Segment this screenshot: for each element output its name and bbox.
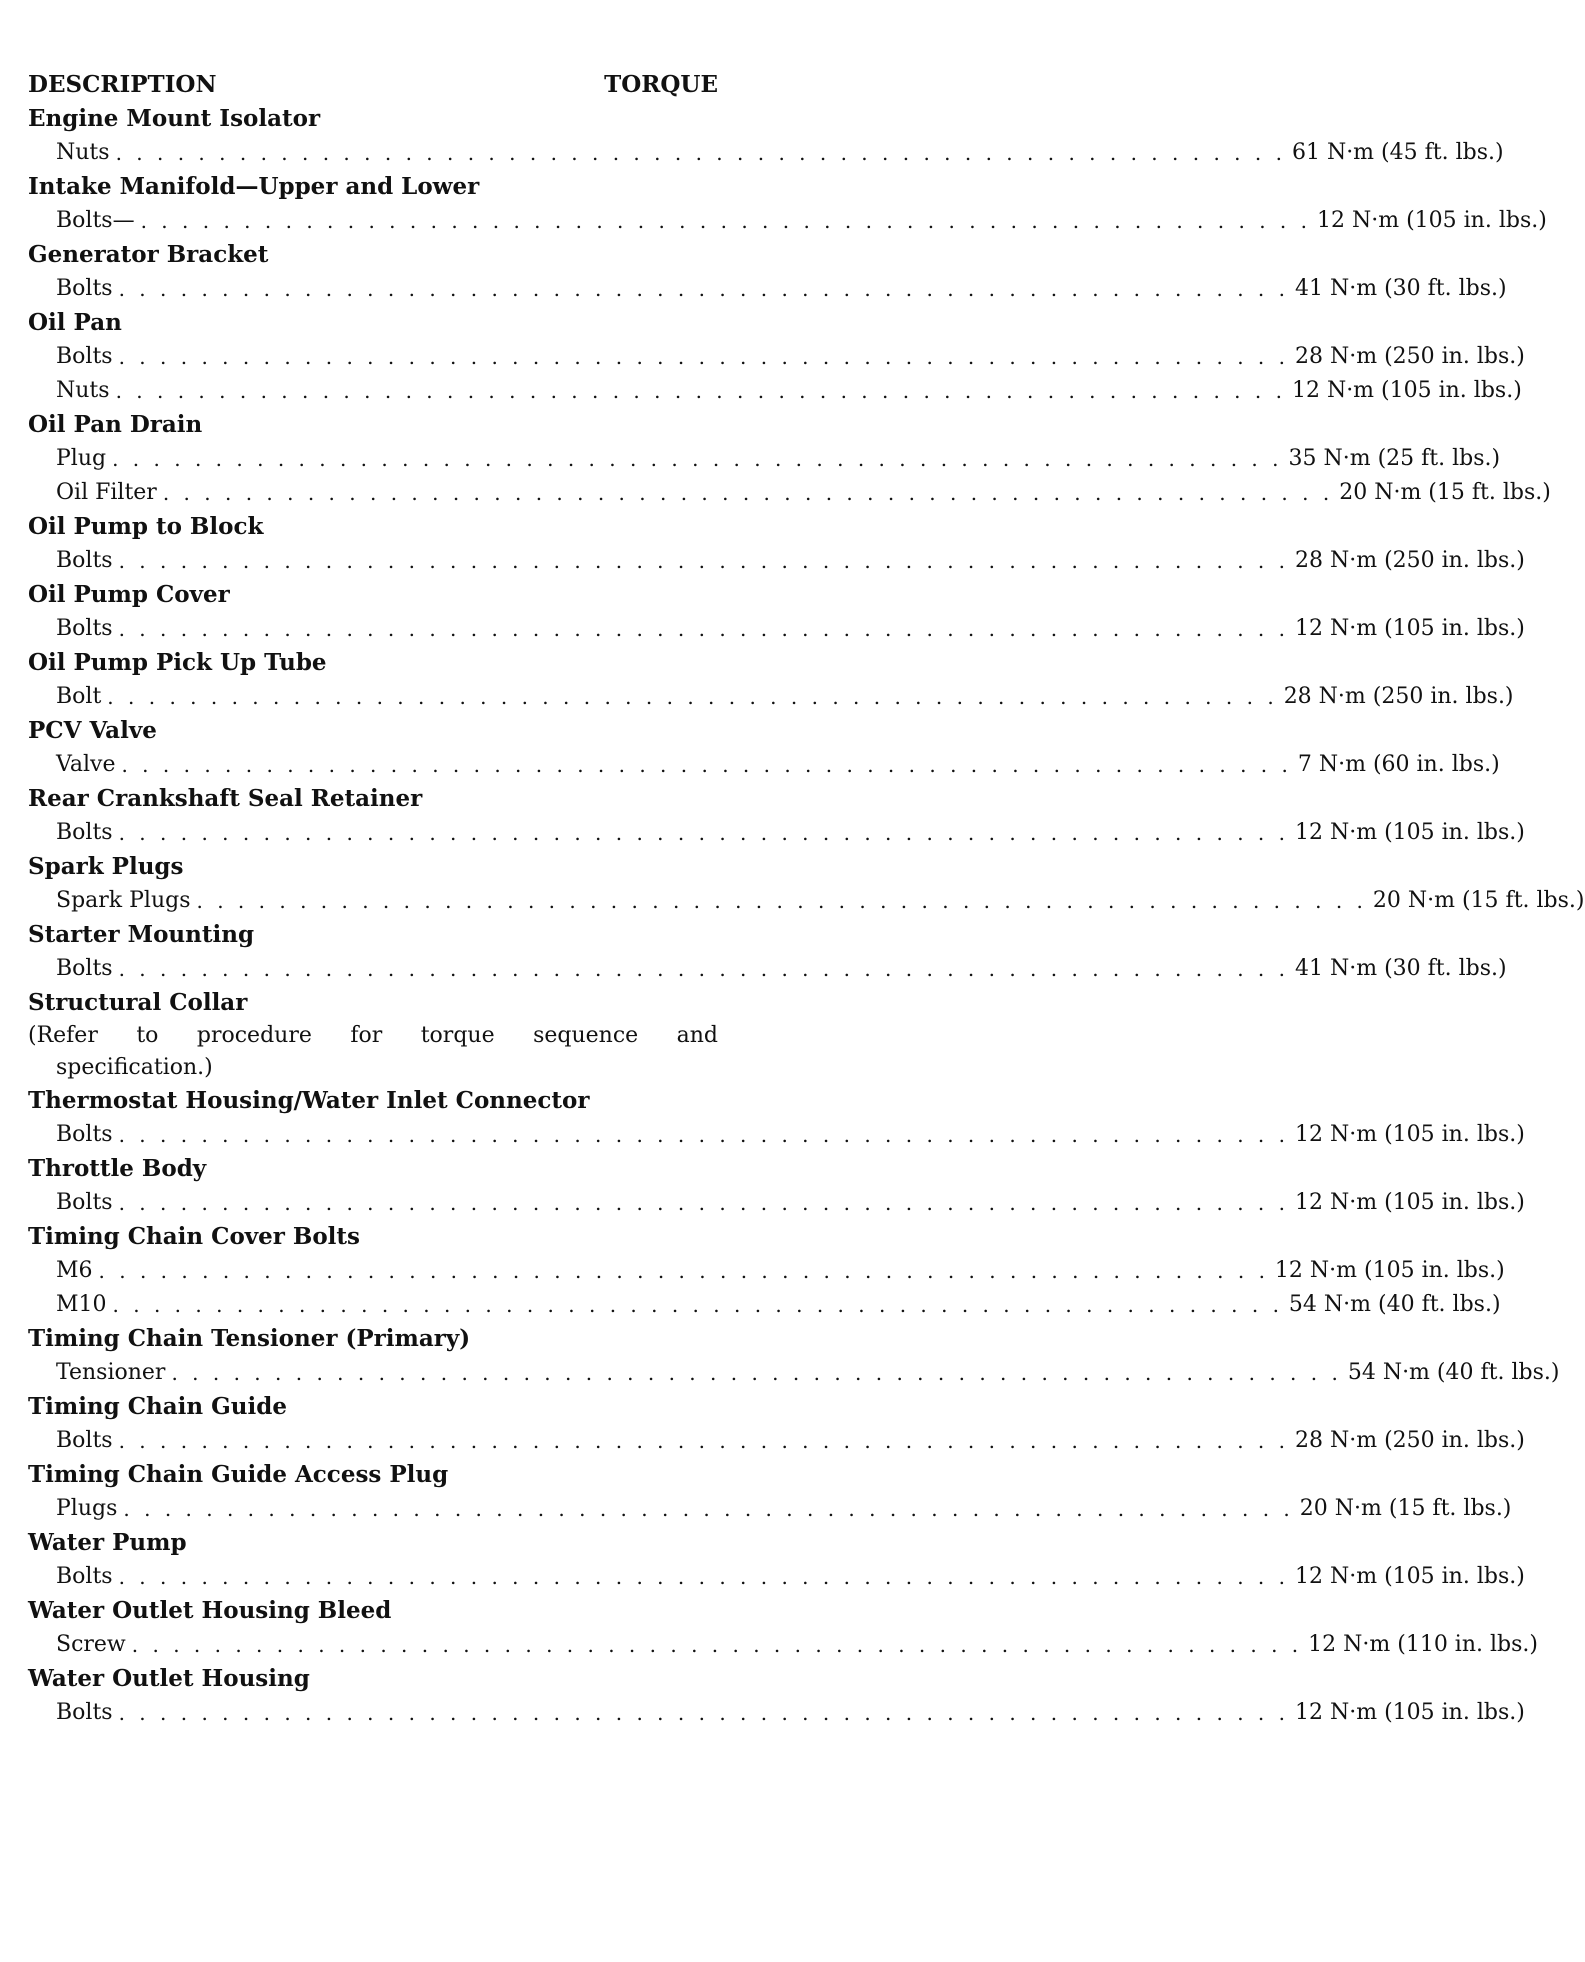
fastener-label: Bolts — [56, 276, 113, 301]
torque-value: 12 N·m (105 in. lbs.) — [1316, 208, 1547, 233]
fastener-label: Bolts — [56, 344, 113, 369]
dot-leader: . . . . . . . . . . . . . . . . . . . . . . . . . . . . . . . . . . . . . . . . . . . . . . . . . . . . . . . . . — [118, 345, 1289, 369]
fastener-label: Bolts — [56, 1428, 113, 1453]
torque-value: 12 N·m (105 in. lbs.) — [1294, 1190, 1525, 1215]
dot-leader: . . . . . . . . . . . . . . . . . . . . . . . . . . . . . . . . . . . . . . . . . . . . . . . . . . . . . . . . . — [118, 277, 1289, 301]
component-heading: Starter Mounting — [28, 921, 255, 948]
fastener-label: Plugs — [56, 1496, 118, 1521]
description-column-header: DESCRIPTION — [28, 71, 217, 98]
component-heading: Water Pump — [28, 1529, 187, 1556]
spec-row — [28, 1356, 1560, 1390]
fastener-label: Bolts — [56, 956, 113, 981]
fastener-label: Nuts — [56, 140, 110, 165]
torque-value: 28 N·m (250 in. lbs.) — [1294, 344, 1525, 369]
torque-value: 12 N·m (105 in. lbs.) — [1294, 1700, 1525, 1725]
component-heading: Spark Plugs — [28, 853, 184, 880]
fastener-label: Spark Plugs — [56, 888, 191, 913]
component-heading: Water Outlet Housing — [28, 1665, 310, 1692]
table-header — [28, 68, 718, 102]
torque-value: 54 N·m (40 ft. lbs.) — [1288, 1292, 1501, 1317]
spec-row — [28, 136, 1504, 170]
dot-leader: . . . . . . . . . . . . . . . . . . . . . . . . . . . . . . . . . . . . . . . . . . . . . . . . . . . . . . . . . — [118, 617, 1289, 641]
torque-value: 12 N·m (105 in. lbs.) — [1294, 820, 1525, 845]
spec-row — [28, 1492, 1512, 1526]
torque-value: 35 N·m (25 ft. lbs.) — [1288, 446, 1501, 471]
spec-row — [28, 374, 1522, 408]
fastener-label: Bolts — [56, 548, 113, 573]
fastener-label: Bolts — [56, 1700, 113, 1725]
spec-row — [28, 748, 1500, 782]
component-heading: Oil Pump to Block — [28, 513, 264, 540]
component-heading: Oil Pan Drain — [28, 411, 203, 438]
spec-row — [28, 1560, 1525, 1594]
note-line: specification.) — [56, 1055, 213, 1080]
spec-row — [28, 1696, 1525, 1730]
torque-value: 12 N·m (105 in. lbs.) — [1291, 378, 1522, 403]
dot-leader: . . . . . . . . . . . . . . . . . . . . . . . . . . . . . . . . . . . . . . . . . . . . . . . . . . . . . . . . . — [118, 1429, 1289, 1453]
torque-value: 41 N·m (30 ft. lbs.) — [1294, 956, 1507, 981]
note-word: for — [350, 1023, 383, 1048]
torque-value: 54 N·m (40 ft. lbs.) — [1347, 1360, 1560, 1385]
dot-leader: . . . . . . . . . . . . . . . . . . . . . . . . . . . . . . . . . . . . . . . . . . . . . . . . . . . . . . . . . — [118, 821, 1289, 845]
component-heading: Intake Manifold—Upper and Lower — [28, 173, 480, 200]
spec-row — [28, 544, 1525, 578]
dot-leader: . . . . . . . . . . . . . . . . . . . . . . . . . . . . . . . . . . . . . . . . . . . . . . . . . . . . . . . . . — [131, 1633, 1303, 1657]
component-heading: Thermostat Housing/Water Inlet Connector — [28, 1087, 590, 1114]
torque-value: 61 N·m (45 ft. lbs.) — [1291, 140, 1504, 165]
fastener-label: Valve — [56, 752, 116, 777]
component-heading: Structural Collar — [28, 989, 248, 1016]
fastener-label: Bolts— — [56, 208, 135, 233]
dot-leader: . . . . . . . . . . . . . . . . . . . . . . . . . . . . . . . . . . . . . . . . . . . . . . . . . . . . . . . . . — [140, 209, 1311, 233]
dot-leader: . . . . . . . . . . . . . . . . . . . . . . . . . . . . . . . . . . . . . . . . . . . . . . . . . . . . . . . . . — [98, 1259, 1269, 1283]
spec-row — [28, 680, 1514, 714]
component-heading: Generator Bracket — [28, 241, 269, 268]
torque-value: 12 N·m (105 in. lbs.) — [1294, 1122, 1525, 1147]
spec-row — [28, 816, 1525, 850]
dot-leader: . . . . . . . . . . . . . . . . . . . . . . . . . . . . . . . . . . . . . . . . . . . . . . . . . . . . . . . . . — [118, 1701, 1289, 1725]
fastener-label: Bolts — [56, 1190, 113, 1215]
fastener-label: Bolt — [56, 684, 102, 709]
torque-spec-table — [28, 68, 1585, 1730]
dot-leader: . . . . . . . . . . . . . . . . . . . . . . . . . . . . . . . . . . . . . . . . . . . . . . . . . . . . . . . . . — [118, 549, 1289, 573]
spec-list — [28, 102, 1585, 1730]
procedure-note — [28, 1020, 718, 1084]
component-heading: Throttle Body — [28, 1155, 207, 1182]
spec-row — [28, 272, 1507, 306]
component-heading: PCV Valve — [28, 717, 157, 744]
fastener-label: Bolts — [56, 616, 113, 641]
component-heading: Timing Chain Cover Bolts — [28, 1223, 360, 1250]
fastener-label: Tensioner — [56, 1360, 166, 1385]
dot-leader: . . . . . . . . . . . . . . . . . . . . . . . . . . . . . . . . . . . . . . . . . . . . . . . . . . . . . . . . . — [118, 1123, 1289, 1147]
fastener-label: Oil Filter — [56, 480, 157, 505]
dot-leader: . . . . . . . . . . . . . . . . . . . . . . . . . . . . . . . . . . . . . . . . . . . . . . . . . . . . . . . . . — [118, 1191, 1289, 1215]
fastener-label: M10 — [56, 1292, 107, 1317]
dot-leader: . . . . . . . . . . . . . . . . . . . . . . . . . . . . . . . . . . . . . . . . . . . . . . . . . . . . . . . . . — [196, 889, 1367, 913]
spec-row — [28, 340, 1525, 374]
fastener-label: Bolts — [56, 1564, 113, 1589]
component-heading: Water Outlet Housing Bleed — [28, 1597, 392, 1624]
note-word: procedure — [196, 1023, 312, 1048]
torque-value: 28 N·m (250 in. lbs.) — [1294, 548, 1525, 573]
torque-value: 28 N·m (250 in. lbs.) — [1294, 1428, 1525, 1453]
fastener-label: M6 — [56, 1258, 93, 1283]
dot-leader: . . . . . . . . . . . . . . . . . . . . . . . . . . . . . . . . . . . . . . . . . . . . . . . . . . . . . . . . . — [115, 141, 1286, 165]
torque-value: 12 N·m (105 in. lbs.) — [1294, 1564, 1525, 1589]
dot-leader: . . . . . . . . . . . . . . . . . . . . . . . . . . . . . . . . . . . . . . . . . . . . . . . . . . . . . . . . . — [107, 685, 1278, 709]
component-heading: Oil Pump Pick Up Tube — [28, 649, 327, 676]
spec-row — [28, 612, 1525, 646]
spec-row — [28, 204, 1547, 238]
note-word: and — [676, 1023, 718, 1048]
component-heading: Rear Crankshaft Seal Retainer — [28, 785, 423, 812]
component-heading: Timing Chain Guide Access Plug — [28, 1461, 449, 1488]
torque-value: 12 N·m (105 in. lbs.) — [1294, 616, 1525, 641]
dot-leader: . . . . . . . . . . . . . . . . . . . . . . . . . . . . . . . . . . . . . . . . . . . . . . . . . . . . . . . . . — [162, 481, 1334, 505]
fastener-label: Bolts — [56, 820, 113, 845]
torque-value: 12 N·m (105 in. lbs.) — [1274, 1258, 1505, 1283]
fastener-label: Bolts — [56, 1122, 113, 1147]
component-heading: Oil Pan — [28, 309, 122, 336]
spec-row — [28, 952, 1507, 986]
component-heading: Oil Pump Cover — [28, 581, 230, 608]
fastener-label: Screw — [56, 1632, 126, 1657]
dot-leader: . . . . . . . . . . . . . . . . . . . . . . . . . . . . . . . . . . . . . . . . . . . . . . . . . . . . . . . . . — [118, 957, 1289, 981]
dot-leader: . . . . . . . . . . . . . . . . . . . . . . . . . . . . . . . . . . . . . . . . . . . . . . . . . . . . . . . . . — [112, 1293, 1283, 1317]
dot-leader: . . . . . . . . . . . . . . . . . . . . . . . . . . . . . . . . . . . . . . . . . . . . . . . . . . . . . . . . . — [118, 1565, 1289, 1589]
component-heading: Timing Chain Guide — [28, 1393, 287, 1420]
spec-row — [28, 442, 1501, 476]
spec-row — [28, 884, 1585, 918]
fastener-label: Plug — [56, 446, 107, 471]
note-line — [28, 1020, 718, 1052]
spec-row — [28, 1288, 1501, 1322]
dot-leader: . . . . . . . . . . . . . . . . . . . . . . . . . . . . . . . . . . . . . . . . . . . . . . . . . . . . . . . . . — [171, 1361, 1342, 1385]
spec-row — [28, 1186, 1525, 1220]
torque-value: 20 N·m (15 ft. lbs.) — [1372, 888, 1585, 913]
dot-leader: . . . . . . . . . . . . . . . . . . . . . . . . . . . . . . . . . . . . . . . . . . . . . . . . . . . . . . . . . — [121, 753, 1292, 777]
component-heading: Timing Chain Tensioner (Primary) — [28, 1325, 471, 1352]
torque-column-header: TORQUE — [604, 71, 718, 98]
spec-row — [28, 1118, 1525, 1152]
dot-leader: . . . . . . . . . . . . . . . . . . . . . . . . . . . . . . . . . . . . . . . . . . . . . . . . . . . . . . . . . — [112, 447, 1283, 471]
torque-value: 28 N·m (250 in. lbs.) — [1283, 684, 1514, 709]
torque-value: 20 N·m (15 ft. lbs.) — [1339, 480, 1551, 505]
fastener-label: Nuts — [56, 378, 110, 403]
spec-row — [28, 1628, 1538, 1662]
torque-value: 7 N·m (60 in. lbs.) — [1297, 752, 1500, 777]
spec-row — [28, 476, 1551, 510]
torque-value: 20 N·m (15 ft. lbs.) — [1299, 1496, 1512, 1521]
note-word: (Refer — [28, 1023, 98, 1048]
component-heading: Engine Mount Isolator — [28, 105, 321, 132]
torque-value: 12 N·m (110 in. lbs.) — [1308, 1632, 1538, 1657]
dot-leader: . . . . . . . . . . . . . . . . . . . . . . . . . . . . . . . . . . . . . . . . . . . . . . . . . . . . . . . . . — [115, 379, 1286, 403]
note-word: sequence — [533, 1023, 639, 1048]
note-word: torque — [420, 1023, 495, 1048]
dot-leader: . . . . . . . . . . . . . . . . . . . . . . . . . . . . . . . . . . . . . . . . . . . . . . . . . . . . . . . . . — [123, 1497, 1294, 1521]
torque-value: 41 N·m (30 ft. lbs.) — [1294, 276, 1507, 301]
spec-row — [28, 1254, 1505, 1288]
note-word: to — [136, 1023, 159, 1048]
spec-row — [28, 1424, 1525, 1458]
